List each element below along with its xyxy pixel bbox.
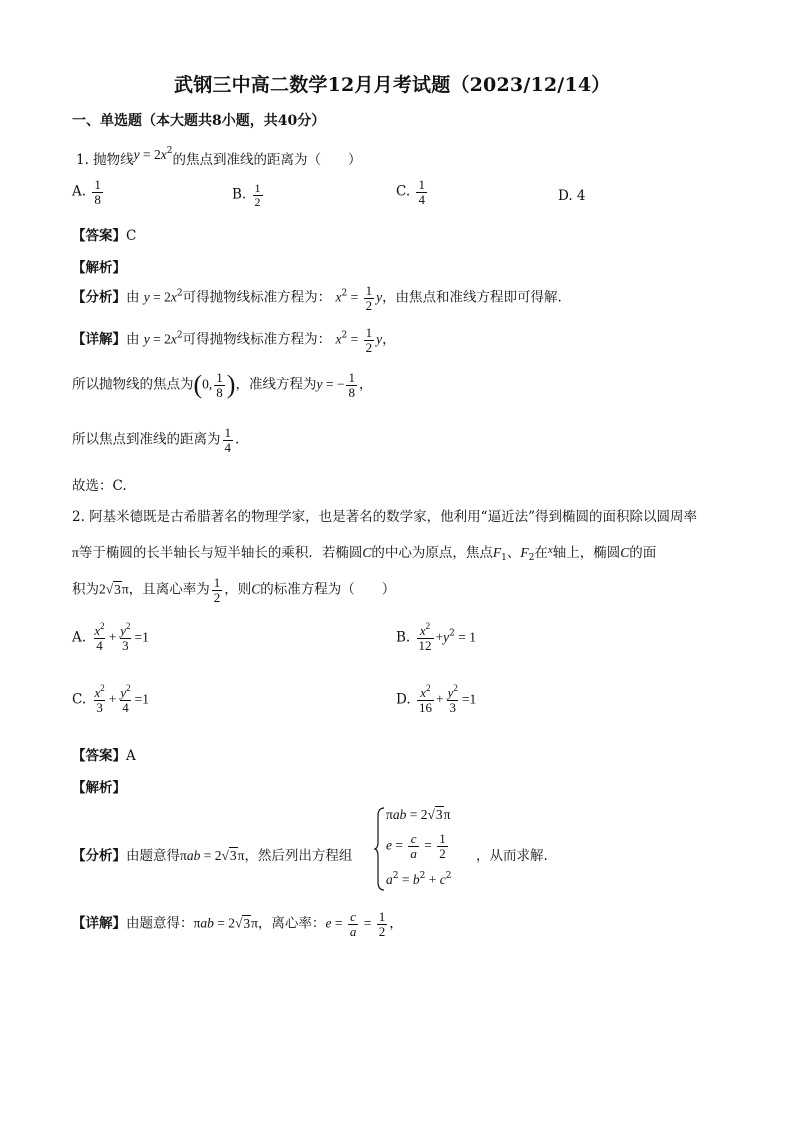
q1-option-d: D. 4 (558, 188, 586, 204)
q1-xiangjie: 【详解】由 $y = 2x^2$可得抛物线标准方程为： $x^2$ = $\frac{1}{2}$ y， (72, 325, 396, 355)
system-eq2: e = $\frac{c}{a}$ = $\frac{1}{2}$ (386, 831, 446, 861)
system-eq1: πab = 2√3π (386, 807, 451, 822)
page-title: 武钢三中高二数学12月月考试题（2023/12/14） (174, 74, 611, 96)
fraction-1-8: $\frac{1}{8}$ (94, 177, 101, 207)
q1-stem: 1. 抛物线$y = 2x^2$的焦点到准线的距离为（ ） (76, 146, 362, 168)
q2-xiangjie: 【详解】由题意得：πab = 2√3π，离心率：e = $\frac{c}{a}$ = $\frac{1}{2}$ ， (72, 909, 403, 939)
q1-option-b: B. $\frac{1}{2}$ (232, 181, 261, 209)
system-brace-icon (374, 806, 386, 892)
q1-answer: 【答案】C (72, 228, 137, 244)
q2-jiexi: 【解析】 (72, 780, 126, 796)
q2-fenxi-end: ，从而求解. (476, 848, 548, 864)
fraction-1-4: $\frac{1}{4}$ (418, 177, 425, 207)
q2-stem-line1: 2. 阿基米德既是古希腊著名的物理学家，也是著名的数学家，他利用“逼近法”得到椭圆的面积除以圆周率 (72, 509, 697, 525)
q2-stem-line3: 积为2√3π，且离心率为 $\frac{1}{2}$ ，则C的标准方程为（ ） (72, 575, 396, 605)
q2-option-a: A. $\frac{x^2}{4}$ + $\frac{y^2}{3}$ =1 (72, 621, 149, 653)
q2-stem-line2: π等于椭圆的长半轴长与短半轴长的乘积．若椭圆C的中心为原点，焦点$F_1$、$F_2$在$^x$轴上，椭圆C的面 (72, 544, 657, 563)
q1-jiexi: 【解析】 (72, 260, 126, 276)
q2-option-c: C. $\frac{x^2}{3}$ + $\frac{y^2}{4}$ =1 (72, 683, 149, 715)
q1-stem-a: 1. 抛物线 (76, 152, 134, 168)
q1-option-c: C. $\frac{1}{4}$ (396, 177, 425, 207)
q2-answer: 【答案】A (72, 748, 136, 764)
q2-option-d: D. $\frac{x^2}{16}$ + $\frac{y^2}{3}$ =1 (396, 683, 477, 715)
q2-fenxi: 【分析】由题意得πab = 2√3π，然后列出方程组 (72, 848, 353, 864)
system-eq3: $a^2 = b^2 + c^2$ (386, 871, 452, 887)
q1-conclusion: 故选：C. (72, 478, 127, 494)
q1-distance-line: 所以焦点到准线的距离为 $\frac{1}{4}$ . (72, 425, 240, 455)
q1-stem-b: 的焦点到准线的距离为（ ） (172, 152, 362, 168)
q1-option-a: A. $\frac{1}{8}$ (72, 177, 101, 207)
q1-formula: y (133, 147, 140, 162)
q1-fenxi: 【分析】由 $y = 2x^2$可得抛物线标准方程为： $x^2$ = $\frac{1}{2}$ y，由焦点和准线方程即可得解. (72, 283, 562, 313)
section-header: 一、单选题（本大题共8小题，共40分） (72, 113, 326, 129)
q2-option-b: B. $\frac{x^2}{12}$ $+y^2 = 1$ (396, 621, 476, 653)
q1-focus-line: 所以抛物线的焦点为(0, $\frac{1}{8}$ )，准线方程为y = − $\frac{1}{8}$ ， (72, 369, 373, 400)
fraction-1-2: $\frac{1}{2}$ (254, 181, 261, 209)
